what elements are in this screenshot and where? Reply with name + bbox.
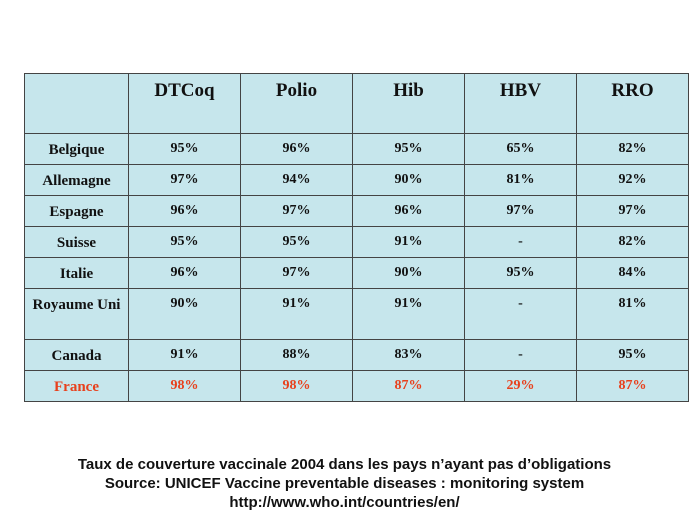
table-cell: 84% bbox=[577, 258, 689, 289]
table-cell: 90% bbox=[129, 289, 241, 340]
table-row bbox=[25, 134, 689, 165]
caption-line-3: http://www.who.int/countries/en/ bbox=[229, 494, 460, 511]
header-row bbox=[25, 74, 689, 134]
table-cell: 91% bbox=[129, 340, 241, 371]
table-cell: 81% bbox=[577, 289, 689, 340]
table-cell: 90% bbox=[353, 258, 465, 289]
table-cell: 96% bbox=[129, 258, 241, 289]
table-cell: 87% bbox=[577, 371, 689, 402]
table-cell: 97% bbox=[241, 196, 353, 227]
table-row bbox=[25, 340, 689, 371]
table-cell: 92% bbox=[577, 165, 689, 196]
row-header-country: Canada bbox=[25, 340, 129, 371]
table-row bbox=[25, 227, 689, 258]
column-header: RRO bbox=[577, 74, 689, 134]
column-header: DTCoq bbox=[129, 74, 241, 134]
table-cell: 90% bbox=[353, 165, 465, 196]
table-cell: 91% bbox=[353, 289, 465, 340]
column-header: Hib bbox=[353, 74, 465, 134]
table-cell: 96% bbox=[241, 134, 353, 165]
row-header-country: Espagne bbox=[25, 196, 129, 227]
row-header-country: Suisse bbox=[25, 227, 129, 258]
row-header-country: Royaume Uni bbox=[25, 289, 129, 340]
table-cell: - bbox=[465, 289, 577, 340]
table-cell: 97% bbox=[577, 196, 689, 227]
table-row bbox=[25, 258, 689, 289]
vaccination-table bbox=[24, 73, 689, 402]
table-cell: - bbox=[465, 340, 577, 371]
table-cell: 82% bbox=[577, 227, 689, 258]
table-cell: 91% bbox=[353, 227, 465, 258]
table-cell: 88% bbox=[241, 340, 353, 371]
table-row bbox=[25, 289, 689, 340]
table-cell: 96% bbox=[129, 196, 241, 227]
table-cell: 97% bbox=[241, 258, 353, 289]
table-row bbox=[25, 196, 689, 227]
table-cell: 91% bbox=[241, 289, 353, 340]
table-cell: 95% bbox=[241, 227, 353, 258]
caption-line-1: Taux de couverture vaccinale 2004 dans les pays n’ayant pas d’obligations bbox=[77, 456, 612, 473]
column-header: HBV bbox=[465, 74, 577, 134]
caption-line-2: Source: UNICEF Vaccine preventable diseases : monitoring system bbox=[104, 475, 585, 492]
table-row bbox=[25, 371, 689, 402]
table-cell: 98% bbox=[129, 371, 241, 402]
header-corner-cell bbox=[25, 74, 129, 134]
table-cell: 94% bbox=[241, 165, 353, 196]
table-cell: 81% bbox=[465, 165, 577, 196]
row-header-country: France bbox=[25, 371, 129, 402]
table-row bbox=[25, 165, 689, 196]
table-cell: 96% bbox=[353, 196, 465, 227]
table-cell: 95% bbox=[577, 340, 689, 371]
row-header-country: Belgique bbox=[25, 134, 129, 165]
table-cell: 83% bbox=[353, 340, 465, 371]
row-header-country: Allemagne bbox=[25, 165, 129, 196]
table-cell: 95% bbox=[129, 134, 241, 165]
table-cell: 98% bbox=[241, 371, 353, 402]
table-cell: 29% bbox=[465, 371, 577, 402]
table-cell: 65% bbox=[465, 134, 577, 165]
table-cell: 95% bbox=[129, 227, 241, 258]
table-cell: 95% bbox=[465, 258, 577, 289]
table-body bbox=[25, 134, 689, 402]
table-cell: 97% bbox=[129, 165, 241, 196]
table-cell: 87% bbox=[353, 371, 465, 402]
table-cell: - bbox=[465, 227, 577, 258]
table-cell: 97% bbox=[465, 196, 577, 227]
column-header: Polio bbox=[241, 74, 353, 134]
row-header-country: Italie bbox=[25, 258, 129, 289]
table-cell: 95% bbox=[353, 134, 465, 165]
table-cell: 82% bbox=[577, 134, 689, 165]
